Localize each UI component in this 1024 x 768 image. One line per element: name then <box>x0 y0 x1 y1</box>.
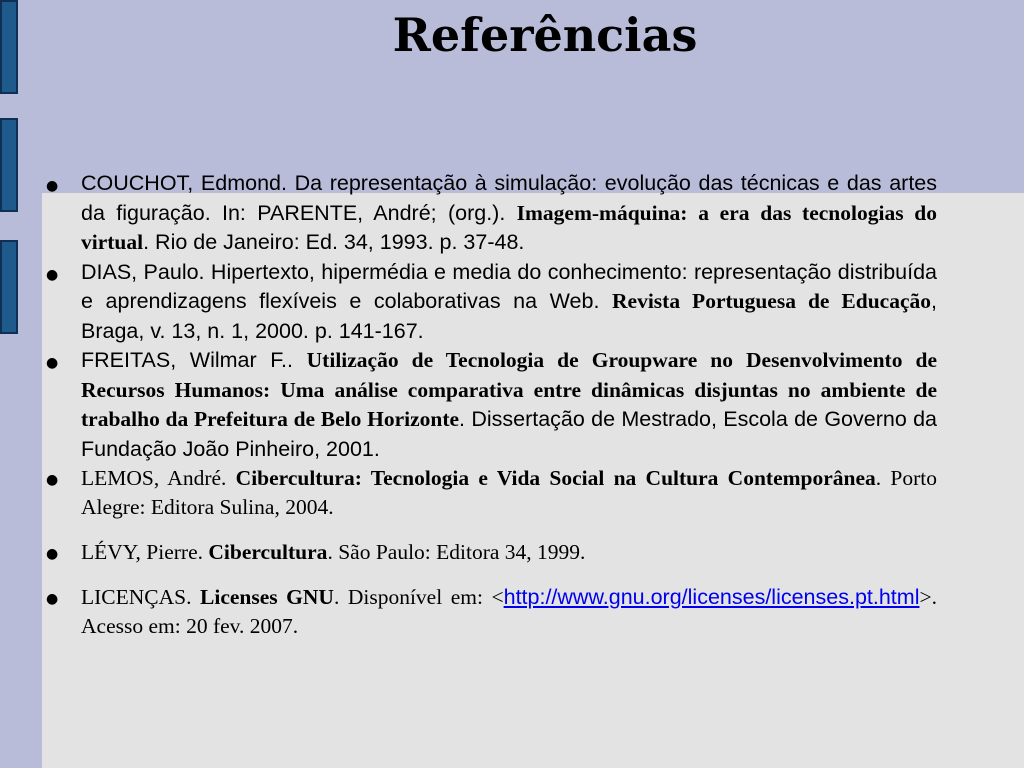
reference-item <box>46 258 937 347</box>
bullet-icon: ● <box>46 591 59 607</box>
reference-item <box>46 538 937 567</box>
reference-list <box>46 169 937 641</box>
reference-text: . Porto Alegre: Editora Sulina, 2004. <box>81 466 937 519</box>
reference-title: Cibercultura: Tecnologia e Vida Social na Cultura Contemporânea <box>235 466 876 490</box>
reference-title: Licenses GNU <box>200 585 334 609</box>
reference-title: Cibercultura <box>208 540 328 564</box>
side-bar-3 <box>0 240 18 334</box>
reference-item <box>46 169 937 258</box>
reference-item <box>46 346 937 464</box>
reference-text: LICENÇAS. <box>81 585 201 609</box>
reference-text: COUCHOT, Edmond. Da representação à simulação: evolução das técnicas e das artes da figuração. In: PARENTE, André; (org.). <box>81 171 937 225</box>
reference-title: Imagem-máquina: a era das tecnologias do virtual <box>81 200 938 254</box>
reference-text: LÉVY, Pierre. <box>81 540 209 564</box>
reference-text: . São Paulo: Editora 34, 1999. <box>327 540 586 564</box>
reference-text: DIAS, Paulo. Hipertexto, hipermédia e media do conhecimento: representação distribuída e aprendizagens flexíveis e colaborativas na Web. <box>81 259 937 313</box>
reference-text: . Rio de Janeiro: Ed. 34, 1993. p. 37-48. <box>143 230 525 254</box>
reference-title: Utilização de Tecnologia de Groupware no Desenvolvimento de Recursos Humanos: Uma análise comparativa entre dinâmicas disjuntas no ambiente de trabalho da Prefeitura de Belo Horizonte <box>81 348 938 431</box>
bullet-icon: ● <box>46 472 59 488</box>
reference-text: >. Acesso em: 20 fev. 2007. <box>81 585 937 638</box>
slide-title: Referências <box>392 8 698 62</box>
reference-link[interactable]: http://www.gnu.org/licenses/licenses.pt.html <box>503 585 920 609</box>
reference-title: Revista Portuguesa de Educação <box>612 289 932 313</box>
reference-text: LEMOS, André. <box>81 466 236 490</box>
reference-item <box>46 583 937 641</box>
side-bar-2 <box>0 118 18 212</box>
bullet-icon: ● <box>46 546 59 562</box>
reference-text: . Dissertação de Mestrado, Escola de Governo da Fundação João Pinheiro, 2001. <box>81 407 937 461</box>
bullet-icon: ● <box>46 178 59 194</box>
reference-item <box>46 464 937 522</box>
reference-text: FREITAS, Wilmar F.. <box>81 348 307 372</box>
bullet-icon: ● <box>46 266 59 283</box>
bullet-icon: ● <box>46 355 59 371</box>
reference-text: . Disponível em: < <box>333 585 504 609</box>
reference-text: , Braga, v. 13, n. 1, 2000. p. 141-167. <box>81 289 937 343</box>
